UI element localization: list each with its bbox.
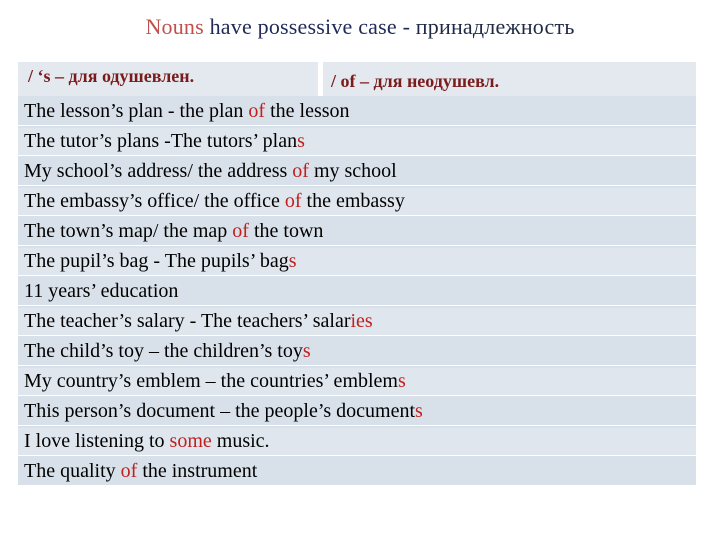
row-text: the instrument xyxy=(137,460,258,482)
title-word-nouns: Nouns xyxy=(145,14,204,39)
row-text: The tutor’s plans -The tutors’ plan xyxy=(24,130,298,152)
highlight-text: of xyxy=(284,190,302,212)
row-text: the embassy xyxy=(301,190,405,212)
example-row xyxy=(18,188,696,216)
highlight-text: of xyxy=(248,100,266,122)
header-label-of: / of – для неодушевл. xyxy=(331,71,500,91)
highlight-text: s xyxy=(415,400,423,422)
row-text: The teacher’s salary - The teachers’ salar xyxy=(24,310,351,332)
row-text: This person’s document – the people’s document xyxy=(24,400,416,422)
example-row xyxy=(18,128,696,156)
page-title xyxy=(0,14,720,40)
example-row xyxy=(18,368,696,396)
row-text: music. xyxy=(211,430,270,452)
row-text: The town’s map/ the map xyxy=(24,220,233,242)
highlight-text: of xyxy=(292,160,309,182)
row-text: I love listening to xyxy=(24,430,170,452)
row-text: The lesson’s plan - the plan xyxy=(24,100,249,122)
highlight-text: of xyxy=(120,460,138,482)
row-text: 11 years’ education xyxy=(24,280,179,302)
row-text: my school xyxy=(308,160,397,182)
highlight-text: ies xyxy=(350,310,373,332)
example-row xyxy=(18,218,696,246)
highlight-text: of xyxy=(232,220,249,242)
example-row xyxy=(18,428,696,456)
example-row xyxy=(18,338,696,366)
example-rows xyxy=(18,98,696,488)
title-russian: принадлежность xyxy=(415,14,575,39)
example-row xyxy=(18,248,696,276)
header-label-s: / ‘s – для одушевлен. xyxy=(28,66,195,86)
highlight-text: s xyxy=(397,370,406,392)
row-text: the lesson xyxy=(265,100,350,122)
row-text: The pupil’s bag - The pupils’ bag xyxy=(24,250,289,272)
example-row xyxy=(18,98,696,126)
row-text: The child’s toy – the children’s toy xyxy=(24,340,303,362)
example-row xyxy=(18,278,696,306)
row-text: The embassy’s office/ the office xyxy=(24,190,285,212)
example-row xyxy=(18,158,696,186)
title-text: have possessive case - xyxy=(203,14,416,39)
row-text: My country’s emblem – the countries’ emblem xyxy=(24,370,398,392)
header-cell-s xyxy=(18,62,318,96)
highlight-text: s xyxy=(297,130,305,152)
row-text: My school’s address/ the address xyxy=(24,160,293,182)
examples-table xyxy=(18,62,696,480)
highlight-text: s xyxy=(288,250,297,272)
example-row xyxy=(18,458,696,486)
example-row xyxy=(18,398,696,426)
row-text: the town xyxy=(248,220,324,242)
example-row xyxy=(18,308,696,336)
highlight-text: some xyxy=(169,430,212,452)
header-cell-of xyxy=(323,62,696,96)
row-text: The quality xyxy=(24,460,121,482)
highlight-text: s xyxy=(302,340,311,362)
